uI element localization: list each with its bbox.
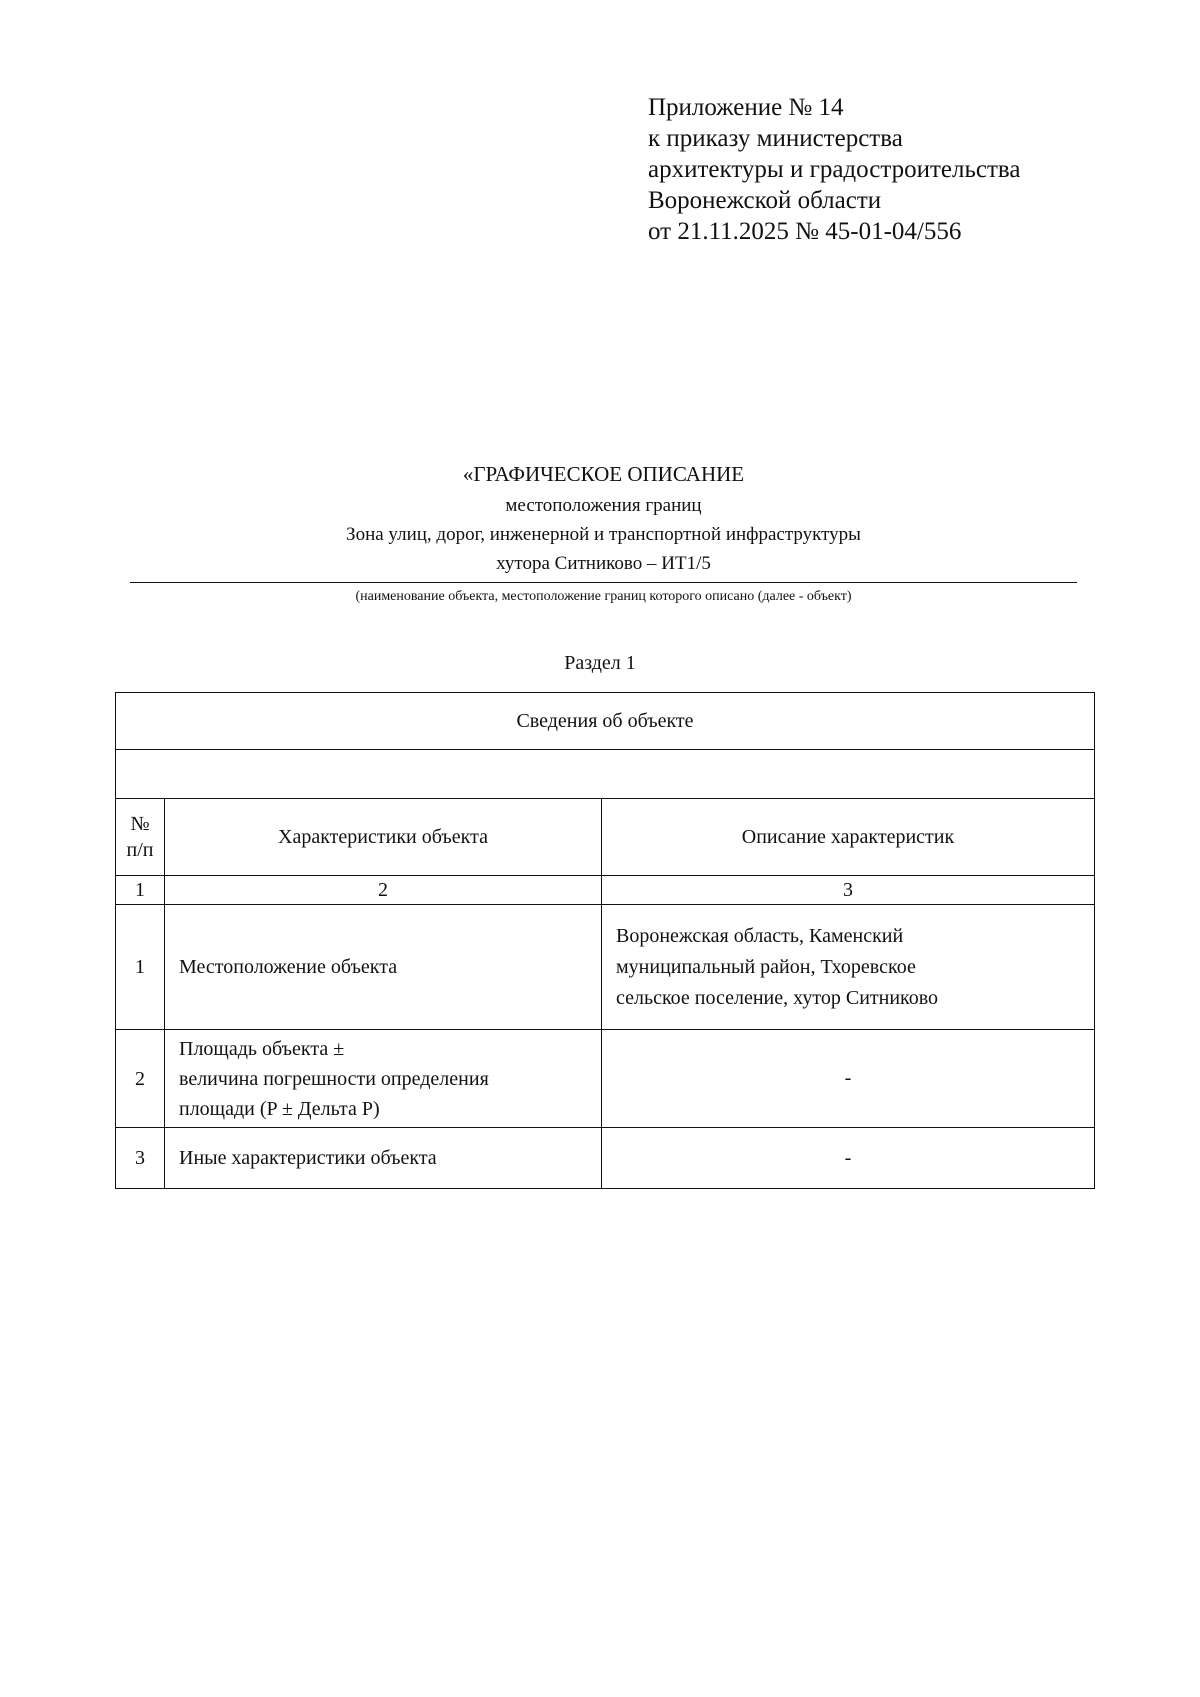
row-description: - (602, 1128, 1095, 1189)
table-caption: Сведения об объекте (116, 693, 1095, 750)
row-number: 1 (116, 905, 165, 1030)
header-num (116, 799, 165, 876)
row-description-line: сельское поселение, хутор Ситниково (616, 986, 939, 1009)
table-header-row (116, 799, 1095, 876)
column-number-row (116, 876, 1095, 905)
row-description: - (602, 1030, 1095, 1128)
table-caption-row (116, 693, 1095, 750)
document-title: «ГРАФИЧЕСКОЕ ОПИСАНИЕ (462, 462, 745, 486)
appendix-line: от 21.11.2025 № 45-01-04/556 (648, 218, 962, 245)
row-characteristic-line: площади (P ± Дельта P) (179, 1097, 380, 1120)
header-num-line: п/п (126, 839, 154, 861)
appendix-line: Воронежской области (648, 187, 882, 214)
header-num-line: № (130, 813, 150, 835)
appendix-line: к приказу министерства (648, 125, 903, 152)
title-note: (наименование объекта, местоположение границ которого описано (далее - объект) (355, 589, 852, 604)
appendix-line: архитектуры и градостроительства (648, 156, 1021, 183)
empty-cell (116, 750, 1095, 799)
row-characteristic: Иные характеристики объекта (165, 1128, 602, 1189)
row-characteristic: Местоположение объекта (165, 905, 602, 1030)
document-title-block (130, 458, 1077, 607)
table-row (116, 905, 1095, 1030)
row-characteristic-line: Площадь объекта ± (179, 1037, 345, 1060)
row-number: 2 (116, 1030, 165, 1128)
row-description-line: Воронежская область, Каменский (616, 924, 904, 947)
table-row (116, 1128, 1095, 1189)
header-description: Описание характеристик (602, 799, 1095, 876)
row-number: 3 (116, 1128, 165, 1189)
column-number: 1 (116, 876, 165, 905)
section-label: Раздел 1 (564, 652, 636, 674)
row-characteristic-line: величина погрешности определения (179, 1067, 489, 1090)
table-empty-row (116, 750, 1095, 799)
column-number: 2 (165, 876, 602, 905)
column-number: 3 (602, 876, 1095, 905)
object-info-table (115, 692, 1095, 1189)
object-name-location: хутора Ситниково – ИТ1/5 (496, 553, 711, 574)
row-characteristic (165, 1030, 602, 1128)
title-subtitle: местоположения границ (505, 495, 702, 516)
appendix-header (648, 92, 1020, 247)
object-name: Зона улиц, дорог, инженерной и транспортной инфраструктуры (346, 524, 861, 545)
appendix-line: Приложение № 14 (648, 94, 844, 121)
row-description-line: муниципальный район, Тхоревское (616, 955, 916, 978)
row-description (602, 905, 1095, 1030)
title-underline (130, 582, 1077, 583)
table-row (116, 1030, 1095, 1128)
header-characteristics: Характеристики объекта (165, 799, 602, 876)
